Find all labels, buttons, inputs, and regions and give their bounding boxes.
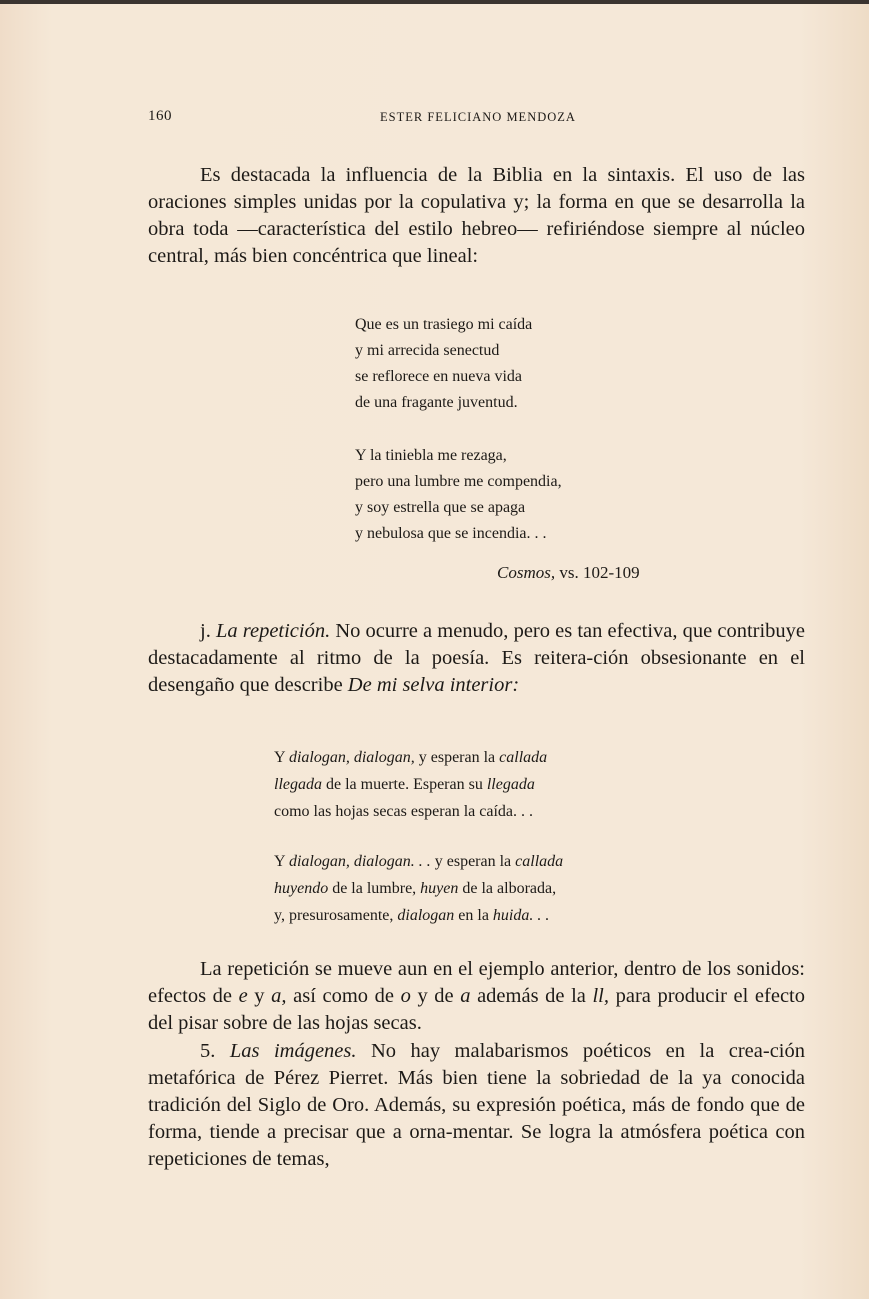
verse-line: llegada de la muerte. Esperan su llegada [274, 776, 535, 793]
running-head [148, 108, 808, 128]
poem-cosmos-stanza-1 [355, 312, 532, 416]
work-title: De mi selva interior: [347, 674, 520, 696]
section-label: 5. [200, 1040, 216, 1062]
verse-line: Y dialogan, dialogan, y esperan la callada [274, 749, 548, 766]
paragraph-sintaxis: Es destacada la influencia de la Biblia en la sintaxis. El uso de las oraciones simples unidas por la copulativa y; la forma en que se desarrolla la obra toda —característica del estilo hebreo— refiriéndose siempre al núcleo central, más bien concéntrica que lineal: [148, 164, 805, 267]
poem-selva-stanza-2 [274, 848, 563, 929]
paragraph-repeticion [148, 618, 805, 699]
page-number: 160 [148, 108, 172, 124]
verse-line: y nebulosa que se incendia. . . [355, 525, 547, 542]
verse-line: de una fragante juventud. [355, 394, 518, 411]
verse-line: se reflorece en nueva vida [355, 368, 523, 385]
citation-ref: vs. 102-109 [559, 563, 640, 582]
top-edge [0, 0, 869, 4]
verse-line: pero una lumbre me compendia, [355, 473, 562, 490]
citation-cosmos [497, 563, 640, 583]
verse-line: huyendo de la lumbre, huyen de la alborada, [274, 880, 557, 897]
verse-line: y, presurosamente, dialogan en la huida. . . [274, 907, 550, 924]
section-title: La repetición. [215, 620, 331, 642]
poem-cosmos-stanza-2 [355, 443, 562, 547]
paragraph-imagenes [148, 1038, 805, 1173]
section-text: No hay malabarismos poéticos en la crea-ción metafórica de Pérez Pierret. Más bien tiene la sobriedad de la ya conocida tradición del Siglo de Oro. Además, su expresión poética, más de fondo que de forma, tiende a precisar que a orna-mentar. Se logra la atmósfera poética con repeticiones de temas, [148, 1040, 805, 1170]
verse-line: Y la tiniebla me rezaga, [355, 447, 507, 464]
verse-line: y mi arrecida senectud [355, 342, 500, 359]
verse-line: Que es un trasiego mi caída [355, 316, 533, 333]
citation-title: Cosmos, [497, 563, 556, 582]
poem-selva-stanza-1 [274, 744, 547, 825]
paragraph-sonidos: La repetición se mueve aun en el ejemplo anterior, dentro de los sonidos: efectos de e y a, así como de o y de a además de la ll, para producir el efecto del pisar sobre de las hojas secas. [148, 958, 805, 1034]
verse-line: Y dialogan, dialogan. . . y esperan la callada [274, 853, 564, 870]
header-title: ESTER FELICIANO MENDOZA [380, 110, 576, 124]
section-text: No ocurre a menudo, pero es tan efectiva, que contribuye destacadamente al ritmo de la poesía. Es reitera-ción obsesionante en el desengaño que describe [148, 620, 806, 696]
verse-line: y soy estrella que se apaga [355, 499, 526, 516]
verse-line: como las hojas secas esperan la caída. . . [274, 803, 534, 820]
section-label: j. [200, 620, 211, 642]
section-title: Las imágenes. [229, 1040, 357, 1062]
